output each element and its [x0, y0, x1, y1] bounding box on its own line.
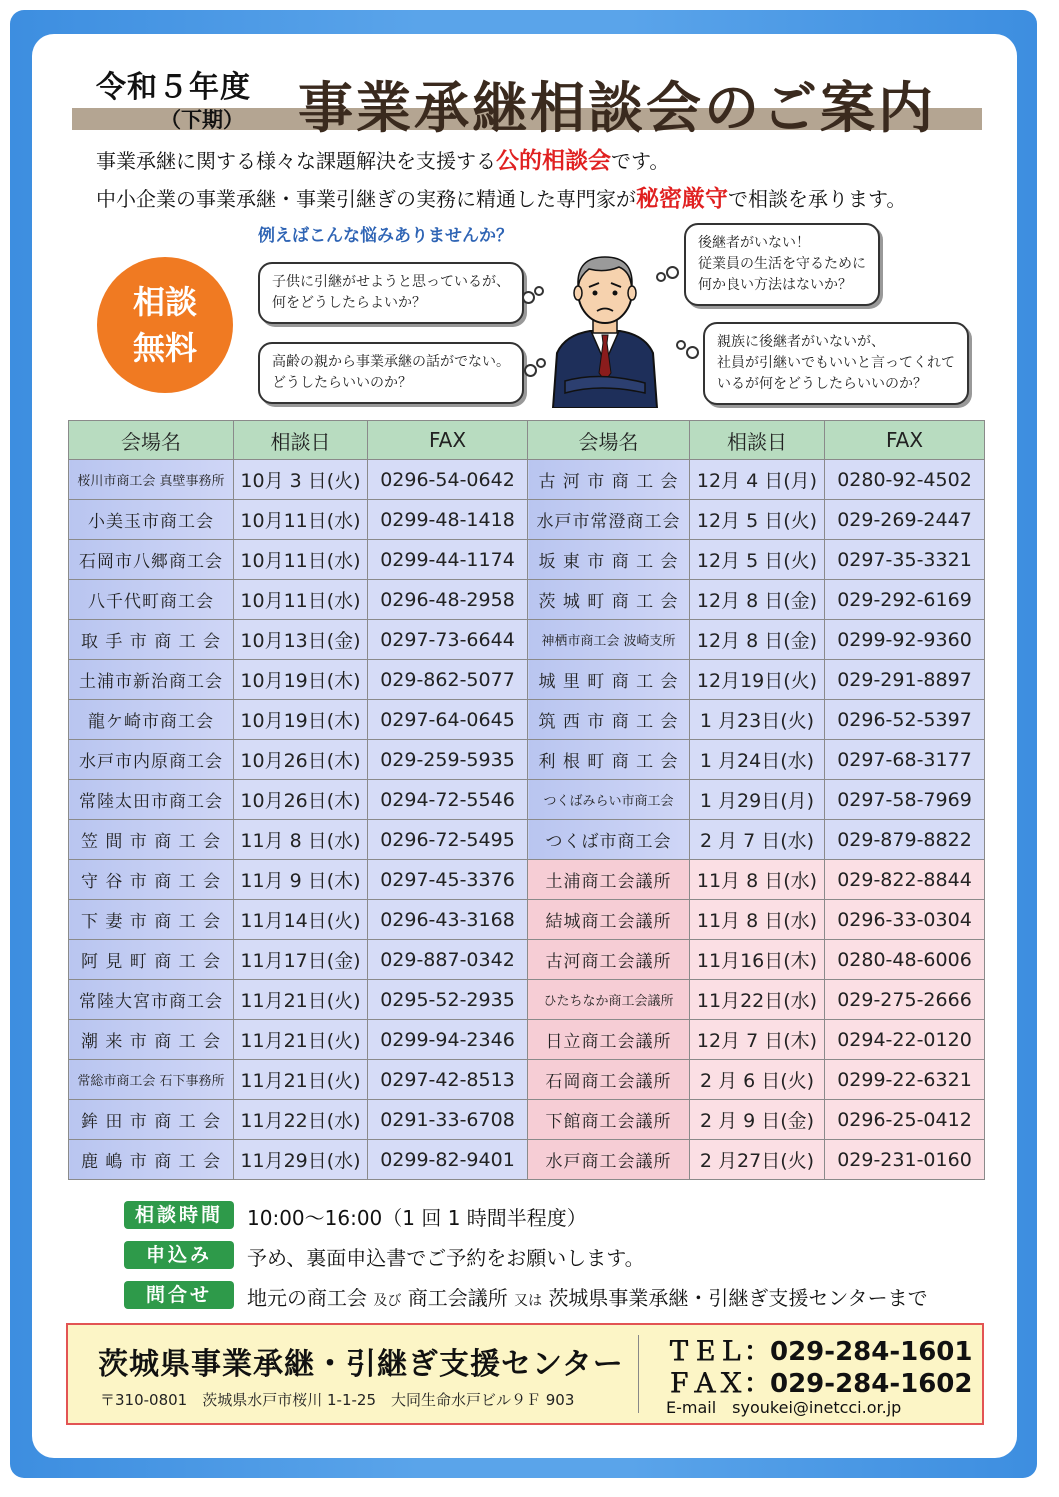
venue-cell: ひたちなか商工会議所 [528, 980, 690, 1020]
column-header-venue: 会場名 [528, 421, 690, 460]
table-row [69, 1020, 985, 1060]
fax-cell: 0297-73-6644 [368, 620, 528, 660]
worry-bubble-2-line-1: 高齢の親から事業承継の話がでない。 [272, 354, 510, 370]
table-row [69, 940, 985, 980]
fax-cell: 0296-54-0642 [368, 460, 528, 500]
column-header-fax: FAX [825, 421, 985, 460]
venue-cell: 石岡市八郷商工会 [69, 540, 234, 580]
table-row [69, 500, 985, 540]
table-row [69, 620, 985, 660]
venue-cell: 下館商工会議所 [528, 1100, 690, 1140]
date-cell: 10月11日(水) [234, 500, 368, 540]
fax-cell: 0297-58-7969 [825, 780, 985, 820]
date-cell: 1 月29日(月) [690, 780, 825, 820]
worry-bubble-2-line-2: どうしたらいいのか？ [272, 375, 412, 391]
fax-cell: 029-822-8844 [825, 860, 985, 900]
table-row [69, 820, 985, 860]
fax-cell: 029-879-8822 [825, 820, 985, 860]
thought-dot [686, 346, 699, 359]
worry-bubble-1-line-2: 何をどうしたらよいか？ [272, 295, 426, 311]
date-cell: 1 月24日(水) [690, 740, 825, 780]
date-cell: 11月22日(水) [690, 980, 825, 1020]
venue-cell: 古 河 市 商 工 会 [528, 460, 690, 500]
date-cell: 10月19日(木) [234, 660, 368, 700]
title-period: （下期） [160, 108, 244, 132]
fax-cell: 0294-22-0120 [825, 1020, 985, 1060]
date-cell: 2 月 6 日(火) [690, 1060, 825, 1100]
date-cell: 10月11日(水) [234, 540, 368, 580]
fax-cell: 0296-33-0304 [825, 900, 985, 940]
worry-bubble-1 [258, 262, 524, 324]
intro-line-2 [96, 180, 906, 213]
venue-cell: 水戸市内原商工会 [69, 740, 234, 780]
date-cell: 12月 8 日(金) [690, 620, 825, 660]
table-row [69, 460, 985, 500]
fax-cell: 029-291-8897 [825, 660, 985, 700]
date-cell: 12月 5 日(火) [690, 540, 825, 580]
table-row [69, 740, 985, 780]
date-cell: 10月 3 日(火) [234, 460, 368, 500]
fax-cell: 0299-48-1418 [368, 500, 528, 540]
date-cell: 12月 5 日(火) [690, 500, 825, 540]
venue-cell: 筑 西 市 商 工 会 [528, 700, 690, 740]
fax-cell: 029-259-5935 [368, 740, 528, 780]
page-title: 事業承継相談会のご案内 [298, 76, 937, 140]
venue-cell: 鉾 田 市 商 工 会 [69, 1100, 234, 1140]
date-cell: 10月19日(木) [234, 700, 368, 740]
venue-cell: 笠 間 市 商 工 会 [69, 820, 234, 860]
date-cell: 10月11日(水) [234, 580, 368, 620]
date-cell: 11月22日(水) [234, 1100, 368, 1140]
date-cell: 12月19日(火) [690, 660, 825, 700]
inquiry-text-part-3: 茨城県事業承継・引継ぎ支援センターまで [548, 1286, 928, 1310]
table-row [69, 660, 985, 700]
date-cell: 11月16日(木) [690, 940, 825, 980]
date-cell: 1 月23日(火) [690, 700, 825, 740]
worry-bubble-3-line-1: 後継者がいない！ [698, 235, 810, 251]
thought-dot [534, 286, 544, 296]
date-cell: 10月13日(金) [234, 620, 368, 660]
table-row [69, 700, 985, 740]
table-row [69, 980, 985, 1020]
fax-cell: 0295-52-2935 [368, 980, 528, 1020]
venue-cell: 守 谷 市 商 工 会 [69, 860, 234, 900]
table-row [69, 540, 985, 580]
inquiry-label: 問合せ [124, 1281, 234, 1309]
thought-dot [524, 364, 537, 377]
date-cell: 12月 7 日(木) [690, 1020, 825, 1060]
inquiry-text-part-1: 地元の商工会 [247, 1286, 367, 1310]
intro-line-2-pre: 中小企業の事業承継・事業引継ぎの実務に精通した専門家が [96, 187, 636, 211]
table-row [69, 1100, 985, 1140]
worried-businessman-illustration [545, 243, 665, 408]
consultation-schedule-table [68, 420, 985, 1180]
support-center-address: 〒310-0801 茨城県水戸市桜川 1-1-25 大同生命水戸ビル９Ｆ 903 [100, 1391, 575, 1409]
table-row [69, 780, 985, 820]
fax-cell: 0296-43-3168 [368, 900, 528, 940]
thought-dot [676, 340, 686, 350]
column-header-date: 相談日 [690, 421, 825, 460]
intro-line-2-post: で相談を承ります。 [728, 187, 907, 211]
example-question: 例えばこんな悩みありませんか？ [258, 226, 513, 246]
venue-cell: 古河商工会議所 [528, 940, 690, 980]
venue-cell: 土浦商工会議所 [528, 860, 690, 900]
fax-cell: 029-887-0342 [368, 940, 528, 980]
venue-cell: 土浦市新治商工会 [69, 660, 234, 700]
fax-cell: 0297-45-3376 [368, 860, 528, 900]
fax-cell: 0299-82-9401 [368, 1140, 528, 1180]
fax-cell: 0296-48-2958 [368, 580, 528, 620]
venue-cell: 桜川市商工会 真壁事務所 [69, 460, 234, 500]
venue-cell: 水戸市常澄商工会 [528, 500, 690, 540]
fax-cell: 029-275-2666 [825, 980, 985, 1020]
venue-cell: 龍ケ崎市商工会 [69, 700, 234, 740]
venue-cell: 水戸商工会議所 [528, 1140, 690, 1180]
worry-bubble-4 [703, 322, 969, 405]
date-cell: 11月17日(金) [234, 940, 368, 980]
inquiry-text-or: 又は [514, 1293, 543, 1309]
venue-cell: 結城商工会議所 [528, 900, 690, 940]
fax-cell: 029-292-6169 [825, 580, 985, 620]
table-row [69, 1060, 985, 1100]
venue-cell: 鹿 嶋 市 商 工 会 [69, 1140, 234, 1180]
venue-cell: 坂 東 市 商 工 会 [528, 540, 690, 580]
support-center-name: 茨城県事業承継・引継ぎ支援センター [98, 1347, 624, 1382]
free-consultation-badge [97, 257, 233, 393]
venue-cell: 八千代町商工会 [69, 580, 234, 620]
fax-cell: 0296-25-0412 [825, 1100, 985, 1140]
support-center-contact-box [66, 1323, 984, 1425]
worry-bubble-3-line-2: 従業員の生活を守るために [698, 256, 866, 272]
table-header-row [69, 421, 985, 460]
venue-cell: 小美玉市商工会 [69, 500, 234, 540]
fax-cell: 0280-48-6006 [825, 940, 985, 980]
worry-bubble-2 [258, 342, 524, 404]
date-cell: 11月21日(火) [234, 980, 368, 1020]
table-row [69, 580, 985, 620]
intro-line-1-pre: 事業承継に関する様々な課題解決を支援する [96, 149, 496, 173]
fax-cell: 0297-35-3321 [825, 540, 985, 580]
date-cell: 11月14日(火) [234, 900, 368, 940]
thought-dot [666, 266, 679, 279]
fax-cell: 029-269-2447 [825, 500, 985, 540]
footer-divider [638, 1335, 639, 1413]
worry-bubble-3 [684, 223, 880, 306]
worry-bubble-4-line-1: 親族に後継者がいないが、 [717, 334, 885, 350]
venue-cell: 茨 城 町 商 工 会 [528, 580, 690, 620]
fax-cell: 0297-64-0645 [368, 700, 528, 740]
badge-line-2: 無料 [132, 329, 197, 367]
date-cell: 10月26日(木) [234, 740, 368, 780]
application-text: 予め、裏面申込書でご予約をお願いします。 [247, 1246, 645, 1270]
consultation-time-label: 相談時間 [124, 1201, 234, 1229]
fax-cell: 029-231-0160 [825, 1140, 985, 1180]
consultation-time-text: 10:00〜16:00（1 回 1 時間半程度） [247, 1206, 587, 1230]
date-cell: 11月 9 日(木) [234, 860, 368, 900]
fax-cell: 0299-92-9360 [825, 620, 985, 660]
date-cell: 2 月 9 日(金) [690, 1100, 825, 1140]
date-cell: 11月29日(水) [234, 1140, 368, 1180]
title-year: 令和５年度 [96, 70, 251, 105]
date-cell: 12月 8 日(金) [690, 580, 825, 620]
date-cell: 11月21日(火) [234, 1020, 368, 1060]
venue-cell: 利 根 町 商 工 会 [528, 740, 690, 780]
fax-cell: 0291-33-6708 [368, 1100, 528, 1140]
venue-cell: 神栖市商工会 波崎支所 [528, 620, 690, 660]
worry-bubble-4-line-2: 社員が引継いでもいいと言ってくれて [717, 355, 955, 371]
fax-cell: 0297-68-3177 [825, 740, 985, 780]
venue-cell: 下 妻 市 商 工 会 [69, 900, 234, 940]
venue-cell: 常陸大宮市商工会 [69, 980, 234, 1020]
worry-bubble-4-line-3: いるが何をどうしたらいいのか？ [717, 376, 927, 392]
venue-cell: 阿 見 町 商 工 会 [69, 940, 234, 980]
fax-cell: 0299-44-1174 [368, 540, 528, 580]
intro-line-1 [96, 142, 669, 175]
fax-cell: 0299-94-2346 [368, 1020, 528, 1060]
column-header-venue: 会場名 [69, 421, 234, 460]
fax-cell: 0294-72-5546 [368, 780, 528, 820]
thought-dot [522, 291, 535, 304]
date-cell: 2 月 7 日(水) [690, 820, 825, 860]
date-cell: 2 月27日(火) [690, 1140, 825, 1180]
intro-line-1-post: です。 [611, 149, 670, 173]
date-cell: 12月 4 日(月) [690, 460, 825, 500]
table-row [69, 1140, 985, 1180]
worry-bubble-3-line-3: 何か良い方法はないか？ [698, 277, 852, 293]
support-center-fax: ＦＡＸ：029-284-1602 [666, 1369, 973, 1399]
venue-cell: つくばみらい市商工会 [528, 780, 690, 820]
date-cell: 11月 8 日(水) [690, 860, 825, 900]
support-center-email[interactable]: E-mail syoukei@inetcci.or.jp [666, 1398, 902, 1417]
table-row [69, 860, 985, 900]
fax-cell: 0299-22-6321 [825, 1060, 985, 1100]
intro-line-1-emphasis: 公的相談会 [496, 148, 611, 174]
venue-cell: つくば市商工会 [528, 820, 690, 860]
venue-cell: 日立商工会議所 [528, 1020, 690, 1060]
date-cell: 11月21日(火) [234, 1060, 368, 1100]
column-header-date: 相談日 [234, 421, 368, 460]
fax-cell: 029-862-5077 [368, 660, 528, 700]
inquiry-text-and: 及び [373, 1293, 402, 1309]
venue-cell: 潮 来 市 商 工 会 [69, 1020, 234, 1060]
venue-cell: 城 里 町 商 工 会 [528, 660, 690, 700]
date-cell: 11月 8 日(水) [690, 900, 825, 940]
venue-cell: 常総市商工会 石下事務所 [69, 1060, 234, 1100]
table-row [69, 900, 985, 940]
support-center-tel: ＴＥＬ：029-284-1601 [666, 1337, 973, 1367]
fax-cell: 0280-92-4502 [825, 460, 985, 500]
badge-line-1: 相談 [132, 283, 197, 321]
fax-cell: 0296-72-5495 [368, 820, 528, 860]
venue-cell: 常陸太田市商工会 [69, 780, 234, 820]
intro-line-2-emphasis: 秘密厳守 [636, 186, 728, 212]
worry-bubble-1-line-1: 子供に引継がせようと思っているが、 [272, 274, 510, 290]
column-header-fax: FAX [368, 421, 528, 460]
application-label: 申込み [124, 1241, 234, 1269]
inquiry-text [247, 1282, 928, 1311]
fax-cell: 0297-42-8513 [368, 1060, 528, 1100]
venue-cell: 取 手 市 商 工 会 [69, 620, 234, 660]
date-cell: 11月 8 日(水) [234, 820, 368, 860]
venue-cell: 石岡商工会議所 [528, 1060, 690, 1100]
fax-cell: 0296-52-5397 [825, 700, 985, 740]
date-cell: 10月26日(木) [234, 780, 368, 820]
inquiry-text-part-2: 商工会議所 [407, 1286, 508, 1310]
